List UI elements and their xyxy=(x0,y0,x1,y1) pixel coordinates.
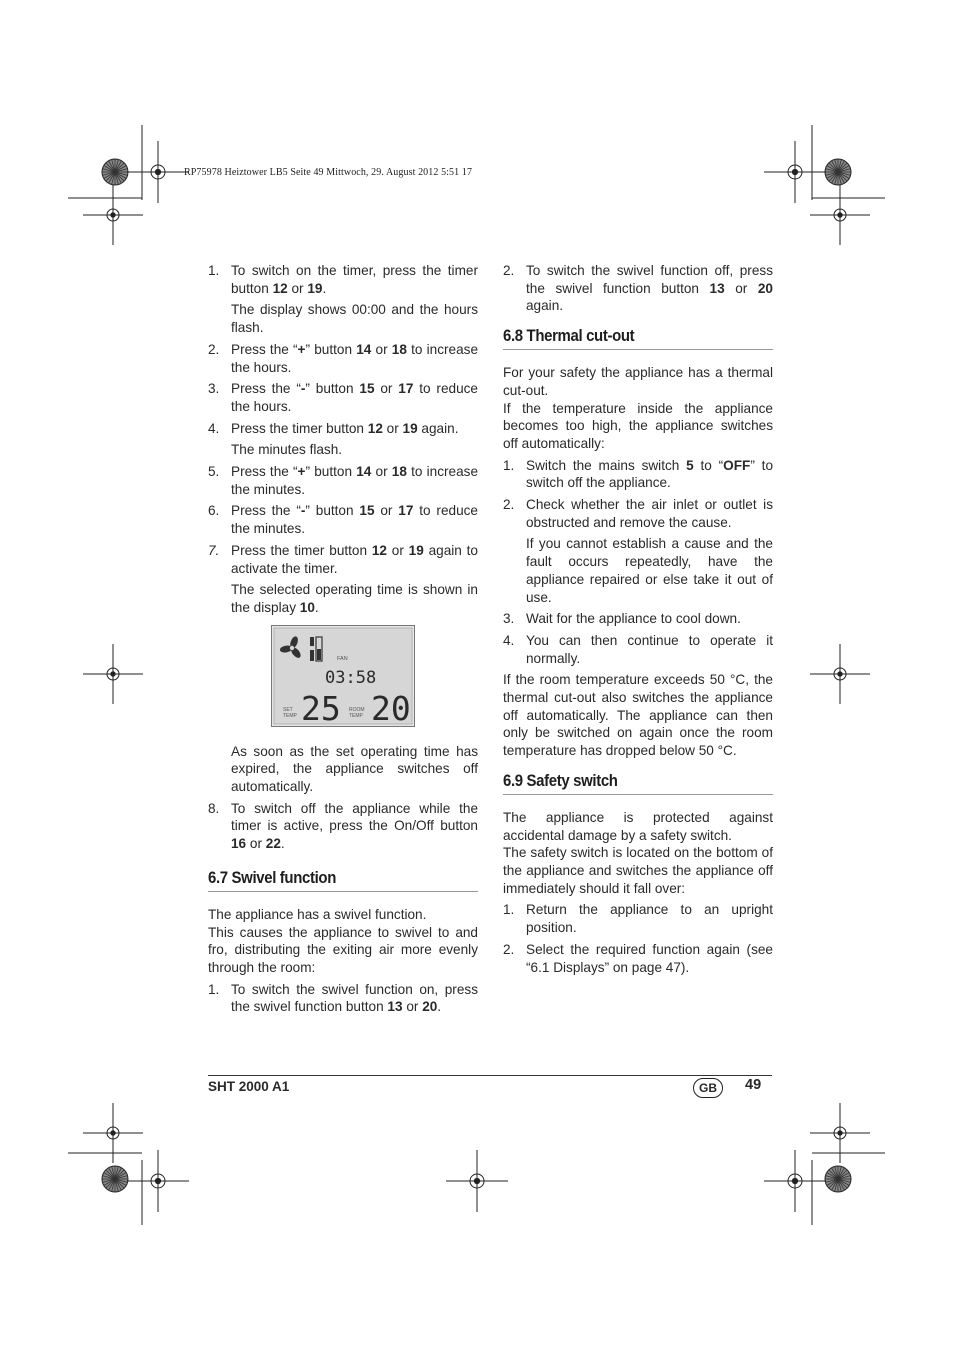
lcd-display xyxy=(271,625,415,727)
list-item-text: Press the timer button 12 or 19 again to activate the timer. xyxy=(231,542,478,576)
lcd-set-temp-label: TEMP xyxy=(283,712,297,719)
star-target-mark xyxy=(102,1166,128,1192)
safety-intro xyxy=(503,809,773,898)
list-note: If you cannot establish a cause and the fault occurs repeatedly, have the appliance repaired or else take it out of use. xyxy=(526,536,773,605)
list-item-text: To switch off the appliance while the timer is active, press the On/Off button 16 or 22. xyxy=(231,800,478,852)
lcd-fan-label: FAN xyxy=(337,655,348,662)
list-item-text: Press the “+” button 14 or 18 to increase the minutes. xyxy=(231,464,479,497)
list-item xyxy=(503,457,773,492)
list-item-number: 1. xyxy=(208,981,220,997)
paragraph: If the temperature inside the appliance becomes too high, the appliance switches off automatically: xyxy=(503,400,773,451)
list-item-number: 1. xyxy=(208,263,220,278)
list-item-text: Press the timer button 12 or 19 again. xyxy=(231,420,459,436)
list-note: As soon as the set operating time has expired, the appliance switches off automatically. xyxy=(231,743,478,795)
list-note: The selected operating time is shown in the display 10. xyxy=(231,582,478,615)
list-item-text: Check whether the air inlet or outlet is obstructed and remove the cause. xyxy=(526,497,773,530)
print-job-line: RP75978 Heiztower LB5 Seite 49 Mittwoch, 29. August 2012 5:51 17 xyxy=(184,167,473,178)
section-rule xyxy=(208,891,478,892)
safety-steps xyxy=(503,901,773,976)
footer-model: SHT 2000 A1 xyxy=(208,1079,290,1094)
list-item xyxy=(503,262,773,315)
list-item xyxy=(208,981,478,1016)
list-item xyxy=(208,542,478,577)
footer-rule xyxy=(208,1075,772,1076)
swivel-steps xyxy=(208,981,478,1016)
list-item xyxy=(208,262,478,297)
lcd-room-temp-value: 20 xyxy=(371,688,411,727)
list-item-text: Press the “-” button 15 or 17 to reduce the hours. xyxy=(231,381,478,414)
swivel-steps-continued xyxy=(503,262,773,315)
section-heading-swivel: 6.7 Swivel function xyxy=(208,867,336,887)
paragraph: The safety switch is located on the bottom of the appliance and switches the appliance off immediately should it fall over: xyxy=(503,845,773,896)
list-item-number: 4. xyxy=(208,420,220,436)
list-item xyxy=(503,496,773,531)
thermal-steps xyxy=(503,457,773,668)
list-item-number: 1. xyxy=(503,902,515,918)
list-item-text: To switch on the timer, press the timer button 12 or 19. xyxy=(231,263,478,296)
list-item xyxy=(208,502,478,537)
list-item-number: 1. xyxy=(503,457,515,473)
paragraph: This causes the appliance to swivel to and fro, distributing the exiting air more evenly through the room: xyxy=(208,924,478,975)
swivel-intro xyxy=(208,906,478,977)
paragraph: For your safety the appliance has a thermal cut-out. xyxy=(503,365,773,398)
list-note: The display shows 00:00 and the hours flash. xyxy=(231,302,478,336)
list-item-text: Wait for the appliance to cool down. xyxy=(526,611,741,627)
list-item xyxy=(208,800,478,853)
list-item-text: Select the required function again (see “6.1 Displays” on page 47). xyxy=(526,941,773,975)
timer-steps xyxy=(208,262,478,617)
lcd-time: 03:58 xyxy=(325,667,377,688)
list-item-number: 6. xyxy=(208,503,220,519)
lcd-room-label: ROOM xyxy=(349,706,365,713)
right-column xyxy=(503,262,773,980)
star-target-mark xyxy=(102,159,128,185)
list-item-number: 2. xyxy=(503,263,515,278)
section-heading-safety: 6.9 Safety switch xyxy=(503,770,618,790)
list-item-number: 2. xyxy=(503,497,515,513)
star-target-mark xyxy=(825,159,851,185)
list-item-number: 3. xyxy=(208,381,220,397)
list-item-text: To switch the swivel function on, press the swivel function button 13 or 20. xyxy=(231,981,478,1015)
list-item xyxy=(208,463,478,498)
thermal-closing: If the room temperature exceeds 50 °C, the thermal cut-out also switches the appliance off automatically. The appliance can then only be switched on again once the room temperature has dropped below 50 °C. xyxy=(503,672,773,759)
list-item-number: 2. xyxy=(208,341,220,357)
list-item-number: 5. xyxy=(208,464,220,480)
list-item-number: 7. xyxy=(208,542,220,558)
thermal-intro xyxy=(503,364,773,453)
language-badge: GB xyxy=(693,1078,723,1098)
list-item xyxy=(503,632,773,667)
list-item-text: Return the appliance to an upright position. xyxy=(526,902,773,936)
list-item-text: You can then continue to operate it normally. xyxy=(526,632,773,666)
list-item xyxy=(208,420,478,438)
list-item-number: 2. xyxy=(503,941,515,957)
list-item xyxy=(503,941,773,976)
section-heading-thermal: 6.8 Thermal cut-out xyxy=(503,326,635,346)
list-item-text: Press the “+” button 14 or 18 to increase the hours. xyxy=(231,341,479,375)
section-rule xyxy=(503,349,773,350)
paragraph: The appliance is protected against accidental damage by a safety switch. xyxy=(503,809,773,843)
list-item xyxy=(208,341,478,376)
list-item-number: 8. xyxy=(208,800,220,816)
page-number: 49 xyxy=(745,1077,762,1093)
lcd-set-label: SET xyxy=(283,706,293,713)
paragraph: The appliance has a swivel function. xyxy=(208,906,427,922)
list-note: The minutes flash. xyxy=(231,442,343,458)
left-column xyxy=(208,262,478,1020)
list-item xyxy=(503,901,773,936)
list-item-text: Press the “-” button 15 or 17 to reduce the minutes. xyxy=(231,503,478,537)
star-target-mark xyxy=(825,1166,851,1192)
list-item-number: 3. xyxy=(503,611,515,627)
list-item-number: 4. xyxy=(503,632,515,648)
list-item xyxy=(208,380,478,415)
section-rule xyxy=(503,794,773,795)
list-item xyxy=(503,610,773,628)
lcd-display-figure xyxy=(208,625,478,727)
timer-steps-continued xyxy=(208,743,478,853)
list-item-text: To switch the swivel function off, press the swivel function button 13 or 20 again. xyxy=(526,263,773,314)
lcd-room-temp-label: TEMP xyxy=(349,712,363,719)
lcd-set-temp-value: 25 xyxy=(301,688,341,727)
list-item-text: Switch the mains switch 5 to “OFF” to switch off the appliance. xyxy=(526,457,773,491)
